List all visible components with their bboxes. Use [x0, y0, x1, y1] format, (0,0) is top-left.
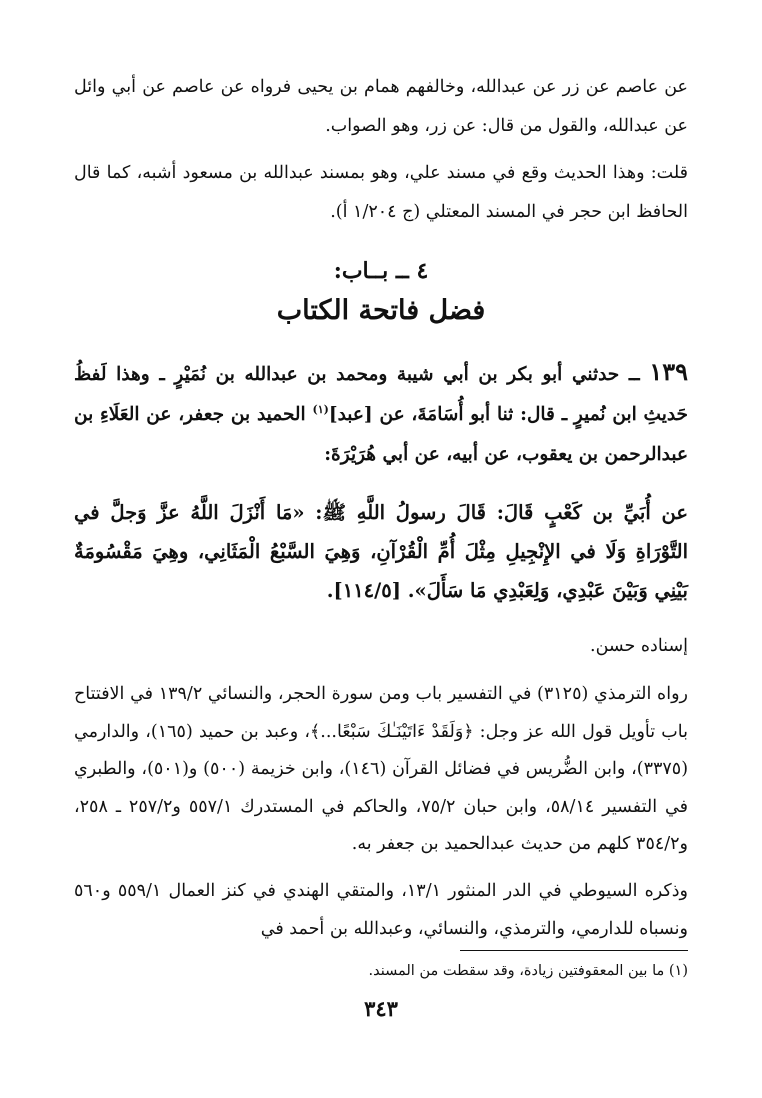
intro-paragraph: عن عاصم عن زر عن عبدالله، وخالفهم همام بن يحيى فرواه عن عاصم عن أبي وائل عن عبدالله، والقول من قال: عن زر، وهو الصواب.: [74, 77, 688, 136]
hadith-isnad-part-2: الحميد بن جعفر، عن العَلَاءِ بن عبدالرحمن بن يعقوب، عن أبيه، عن أبي هُرَيْرَةَ:: [74, 404, 688, 465]
chapter-number: ٤ ــ بــاب:: [333, 258, 429, 284]
takhrij-continuation: وذكره السيوطي في الدر المنثور ١٣/١، والمتقي الهندي في كنز العمال ٥٥٩/١ و٥٦٠ ونسباه للدارمي، والترمذي، والنسائي، وعبدالله بن أحمد في: [74, 880, 689, 939]
footnote: (١) ما بين المعقوفتين زيادة، وقد سقطت من المسند.: [368, 963, 688, 979]
hadith-text: عن أُبَيِّ بن كَعْبٍ قَالَ: قَالَ رسولُ اللَّهِ ﷺ: «مَا أَنْزَلَ اللَّهُ عزَّ وَجلَّ في التَّوْرَاةِ وَلَا في الإِنْجِيلِ مِثْلَ أُمِّ الْقُرْآنِ، وَهِيَ السَّبْعُ الْمَثَانِي، وهِيَ مَقْسُومَةٌ بَيْنِي وَبَيْنَ عَبْدِي، وَلِعَبْدِي مَا سَأَلَ». [١١٤/٥].: [74, 501, 688, 602]
chapter-title: فضل فاتحة الكتاب: [276, 295, 486, 326]
chapter-heading: [74, 254, 688, 332]
note-paragraph: قلت: وهذا الحديث وقع في مسند علي، وهو بمسند عبدالله بن مسعود أشبه، كما قال الحافظ ابن حجر في المسند المعتلي (ج ١/٢٠٤ أ).: [74, 163, 688, 222]
footnote-reference: (١): [312, 402, 329, 416]
page-number: ٣٤٣: [364, 996, 398, 1021]
hadith-isnad-part-1: ــ حدثني أبو بكر بن أبي شيبة ومحمد بن عبدالله بن نُمَيْرٍ ـ وهذا لَفظُ حَديثِ ابن نُميرٍ ـ قال: ثنا أبو أُسَامَةَ، عن [عبد]: [74, 364, 688, 425]
hadith-isnad: [74, 352, 688, 475]
grading-text: إسناده حسن.: [590, 636, 688, 656]
takhrij-paragraph: رواه الترمذي (٣١٢٥) في التفسير باب ومن سورة الحجر، والنسائي ١٣٩/٢ في الافتتاح باب تأويل قول الله عز وجل: ﴿وَلَقَدْ ءَاتَيْنَـٰكَ سَبْعًا...﴾، وعبد بن حميد (١٦٥)، والدارمي (٣٣٧٥)، وابن الضُّريس في فضائل القرآن (١٤٦)، وابن خزيمة (٥٠٠) و(٥٠١)، والطبري في التفسير ٥٨/١٤، وابن حبان ٧٥/٢، والحاكم في المستدرك ٥٥٧/١ و٢٥٧/٢ ـ ٢٥٨، و٣٥٤/٢ كلهم من حديث عبدالحميد بن جعفر به.: [74, 684, 689, 854]
hadith-number: ١٣٩: [649, 357, 688, 386]
footnote-separator: [460, 950, 688, 951]
